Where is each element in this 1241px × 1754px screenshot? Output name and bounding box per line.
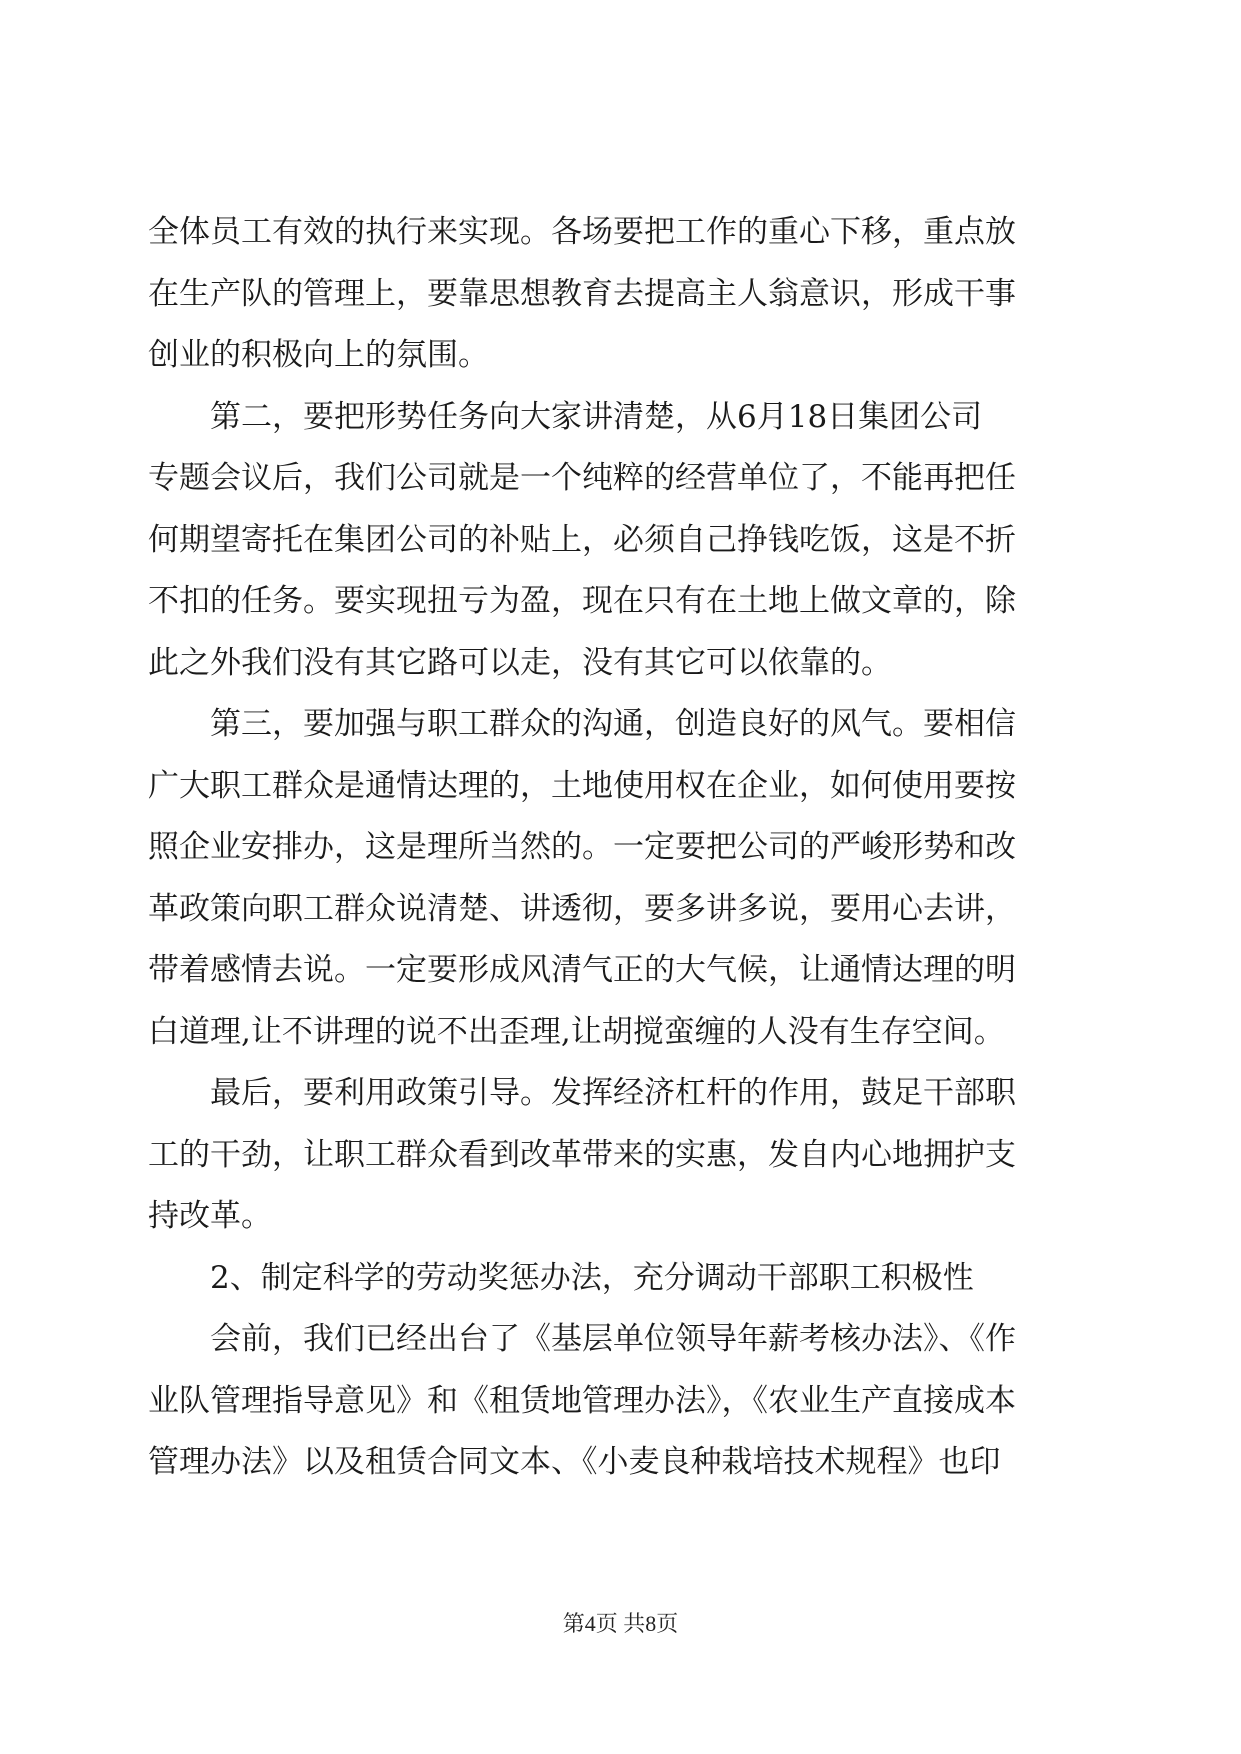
text-line-content: 工的干劲，让职工群众看到改革带来的实惠，发自内心地拥护支 (148, 1137, 1016, 1173)
text-line-content: 在生产队的管理上，要靠思想教育去提高主人翁意识，形成干事 (148, 276, 1016, 312)
text-line (0, 1181, 1241, 1251)
text-line-content: 第三，要加强与职工群众的沟通，创造良好的风气。要相信 (210, 706, 1016, 742)
text-line (0, 628, 1241, 698)
page-footer (0, 1606, 1241, 1642)
text-line (0, 997, 1241, 1067)
text-line (0, 751, 1241, 821)
text-line-content: 管理办法》以及租赁合同文本、《小麦良种栽培技术规程》也印 (148, 1444, 1001, 1480)
text-line-content: 第二，要把形势任务向大家讲清楚，从6月18日集团公司 (210, 399, 983, 435)
page-number: 第4页 共8页 (562, 1611, 679, 1636)
text-line-content: 革政策向职工群众说清楚、讲透彻，要多讲多说，要用心去讲， (148, 891, 1016, 927)
text-line-content: 持改革。 (148, 1198, 272, 1234)
text-line (0, 1427, 1241, 1497)
text-line-content: 此之外我们没有其它路可以走，没有其它可以依靠的。 (148, 645, 892, 681)
text-line (0, 874, 1241, 944)
text-line (0, 320, 1241, 390)
text-line (0, 935, 1241, 1005)
text-line (0, 505, 1241, 575)
text-line (0, 1058, 1241, 1128)
text-line (0, 689, 1241, 759)
text-line-content: 创业的积极向上的氛围。 (148, 337, 489, 373)
text-line (0, 1243, 1241, 1313)
text-line-content: 全体员工有效的执行来实现。各场要把工作的重心下移，重点放 (148, 214, 1016, 250)
text-line (0, 443, 1241, 513)
text-line-content: 不扣的任务。要实现扭亏为盈，现在只有在土地上做文章的，除 (148, 583, 1016, 619)
text-line-content: 照企业安排办，这是理所当然的。一定要把公司的严峻形势和改 (148, 829, 1016, 865)
text-line-content: 最后，要利用政策引导。发挥经济杠杆的作用，鼓足干部职 (210, 1075, 1016, 1111)
text-line (0, 1366, 1241, 1436)
text-line-content: 会前，我们已经出台了《基层单位领导年薪考核办法》、《作 (210, 1321, 1016, 1357)
text-line (0, 812, 1241, 882)
text-line-content: 何期望寄托在集团公司的补贴上，必须自己挣钱吃饭，这是不折 (148, 522, 1016, 558)
text-line-content: 带着感情去说。一定要形成风清气正的大气候，让通情达理的明 (148, 952, 1016, 988)
text-line-content: 业队管理指导意见》和《租赁地管理办法》，《农业生产直接成本 (148, 1383, 1016, 1419)
text-line-content: 广大职工群众是通情达理的，土地使用权在企业，如何使用要按 (148, 768, 1016, 804)
text-line (0, 1120, 1241, 1190)
text-line-content: 白道理,让不讲理的说不出歪理,让胡搅蛮缠的人没有生存空间。 (148, 1014, 1005, 1050)
text-line (0, 382, 1241, 452)
text-line-content: 专题会议后，我们公司就是一个纯粹的经营单位了，不能再把任 (148, 460, 1016, 496)
text-line (0, 197, 1241, 267)
text-line (0, 259, 1241, 329)
section-heading: 2、制定科学的劳动奖惩办法，充分调动干部职工积极性 (210, 1260, 974, 1296)
text-line (0, 566, 1241, 636)
text-line (0, 1304, 1241, 1374)
